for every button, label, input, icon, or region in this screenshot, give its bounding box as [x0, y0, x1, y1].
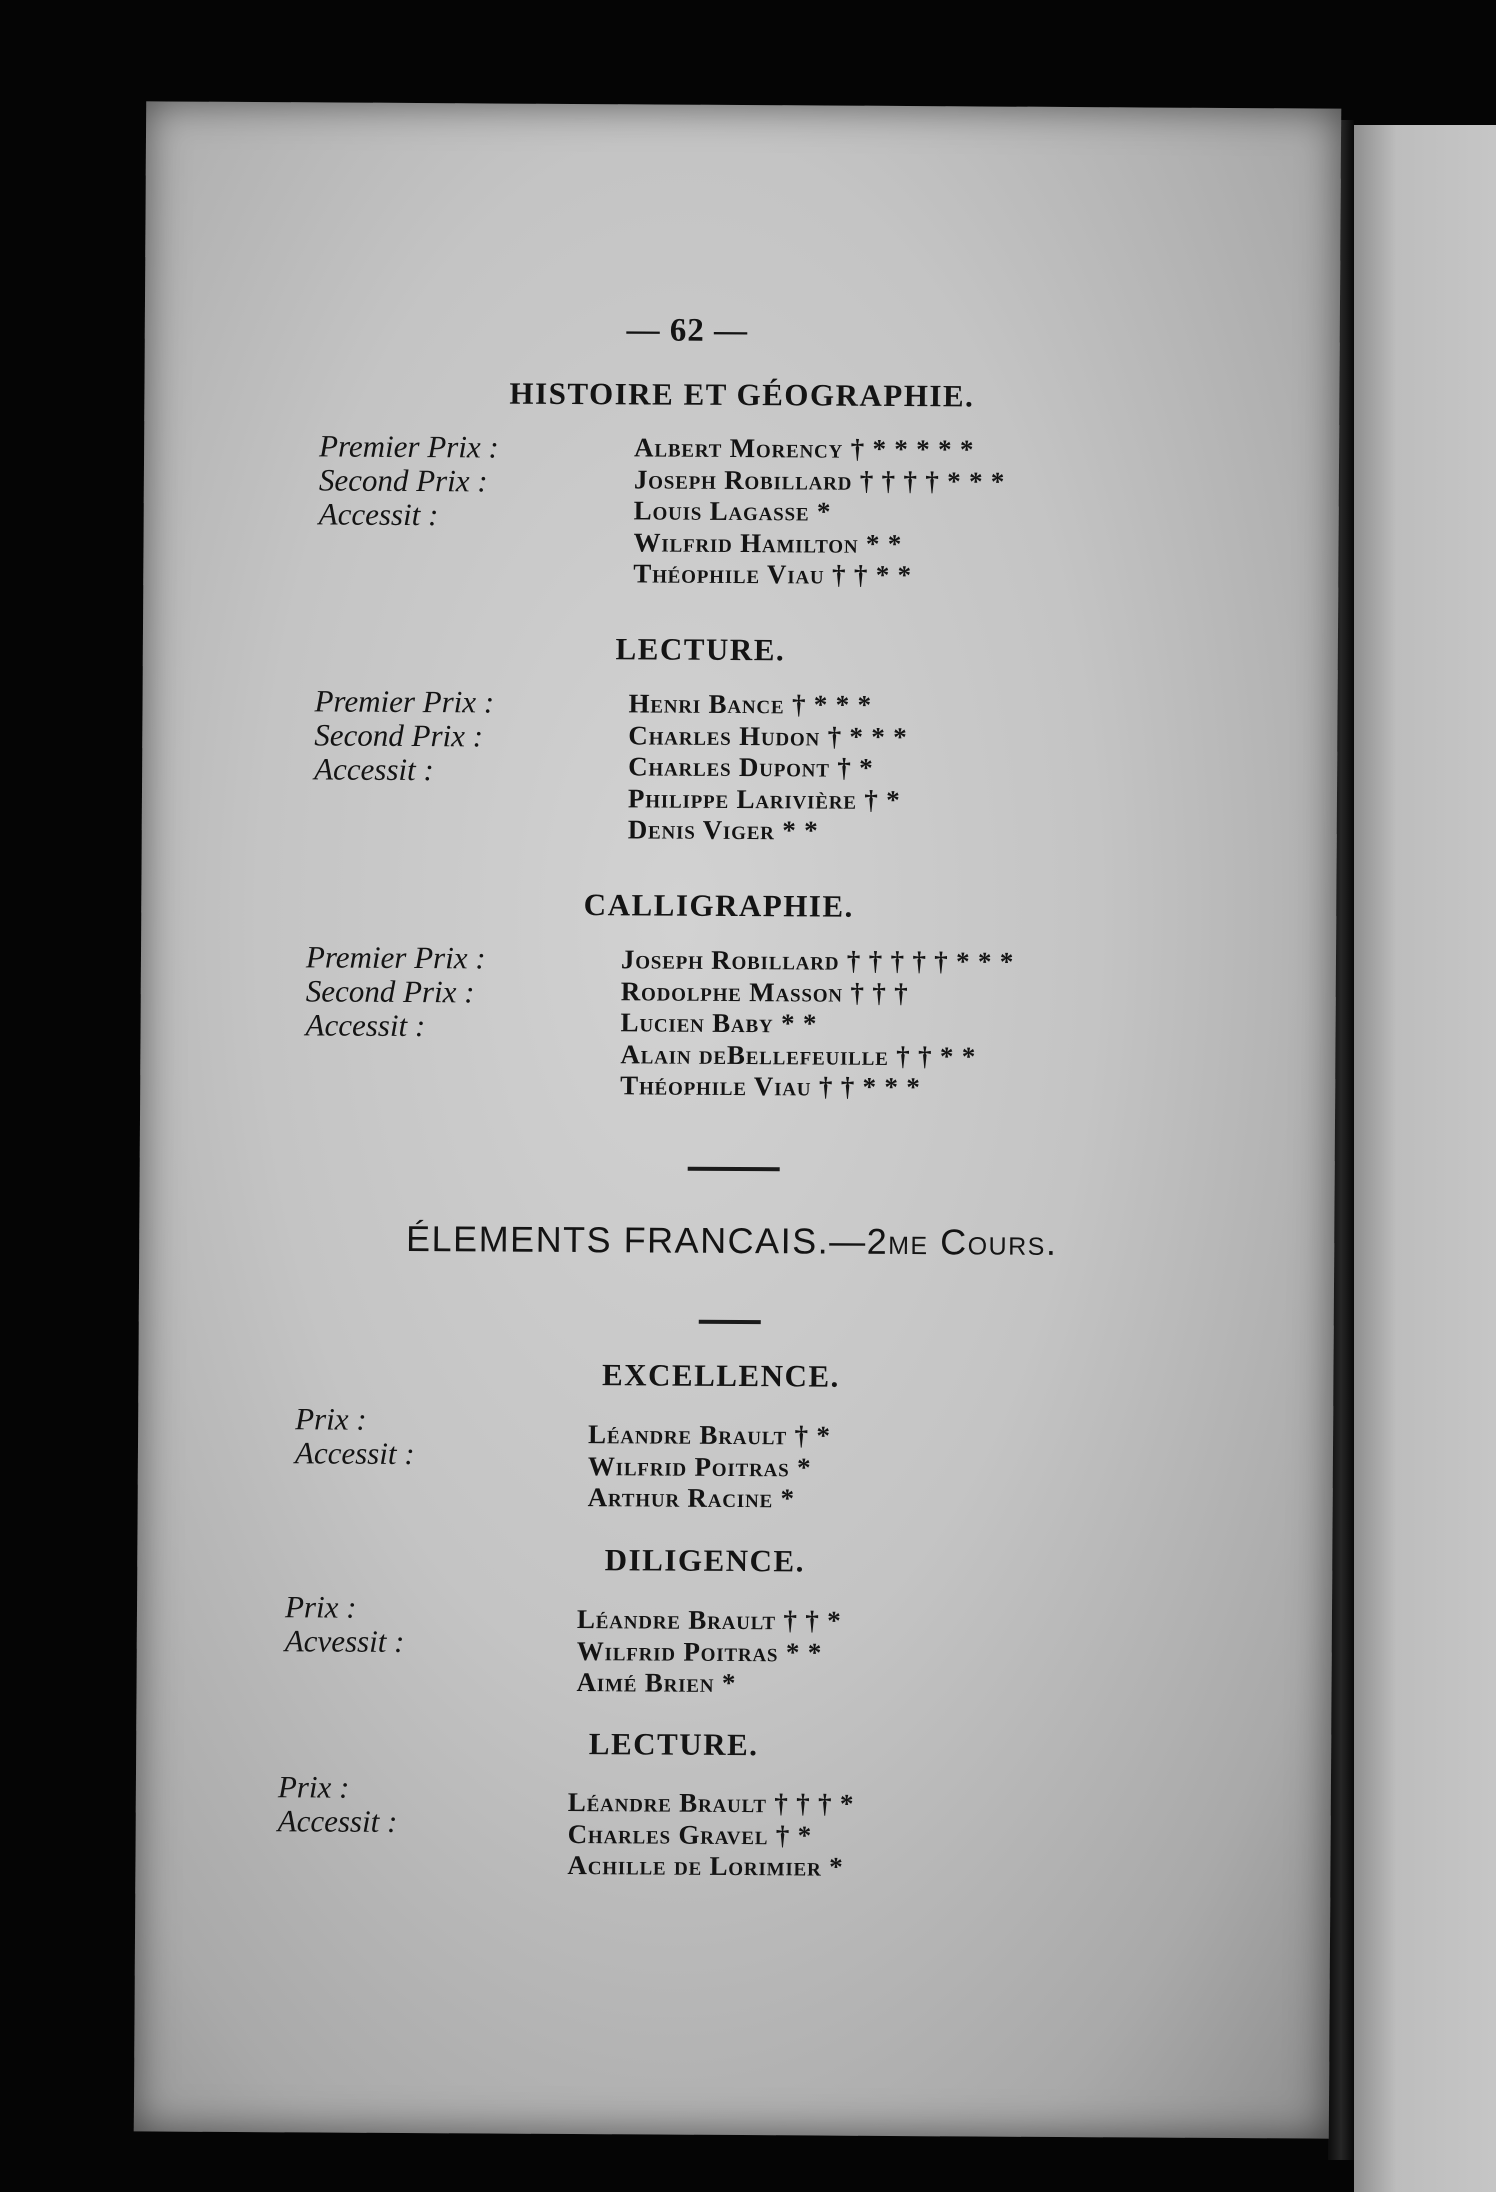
divider	[688, 1167, 780, 1172]
labels-diligence	[285, 1590, 405, 1659]
section-title-lecture: LECTURE.	[615, 631, 786, 668]
label-second-prix: Second Prix :	[318, 462, 488, 499]
list-item: Henri Bance † * * *	[628, 688, 872, 720]
list-item: Léandre Brault † *	[587, 1419, 831, 1451]
list-item: Denis Viger * *	[627, 814, 819, 846]
labels-lecture	[314, 684, 494, 787]
list-item: Wilfrid Hamilton * *	[633, 526, 903, 559]
list-item: Aimé Brien *	[576, 1667, 737, 1699]
label-accessit: Acvessit :	[284, 1623, 405, 1659]
page-number: — 62 —	[626, 312, 749, 350]
list-item: Joseph Robillard † † † † * * *	[633, 463, 1006, 497]
list-item: Joseph Robillard † † † † † * * *	[620, 944, 1015, 977]
list-item: Charles Hudon † * * *	[628, 719, 908, 752]
book-page	[134, 101, 1341, 2138]
list-item: Léandre Brault † † † *	[567, 1786, 855, 1819]
label-premier-prix: Premier Prix :	[319, 428, 499, 465]
list-item: Wilfrid Poitras * *	[576, 1635, 823, 1668]
list-item: Charles Gravel † *	[567, 1818, 813, 1850]
names-lecture	[628, 688, 908, 847]
section-title-calligraphie: CALLIGRAPHIE.	[583, 887, 854, 924]
names-histoire	[633, 432, 1005, 592]
list-item: Léandre Brault † † *	[576, 1604, 842, 1636]
label-accessit: Accessit :	[305, 1007, 426, 1044]
list-item: Albert Morency † * * * * *	[634, 432, 975, 465]
list-item: Rodolphe Masson † † †	[620, 975, 909, 1008]
names-excellence	[588, 1419, 831, 1515]
label-prix: Prix :	[284, 1589, 357, 1625]
label-prix: Prix :	[277, 1769, 350, 1805]
label-accessit: Accessit :	[314, 751, 434, 788]
section-title-excellence: EXCELLENCE.	[601, 1357, 840, 1394]
labels-calligraphie	[305, 940, 485, 1043]
labels-excellence	[295, 1402, 415, 1471]
label-second-prix: Second Prix :	[305, 973, 475, 1010]
names-calligraphie	[620, 944, 1014, 1104]
section-title-diligence: DILIGENCE.	[604, 1542, 806, 1579]
list-item: Alain deBellefeuille † † * *	[620, 1038, 977, 1071]
list-item: Philippe Larivière † *	[627, 782, 901, 815]
list-item: Lucien Baby * *	[620, 1007, 818, 1039]
list-item: Théophile Viau † † * *	[633, 558, 912, 591]
label-accessit: Accessit :	[277, 1803, 398, 1839]
label-second-prix: Second Prix :	[314, 717, 484, 754]
list-item: Charles Dupont † *	[628, 751, 874, 783]
names-diligence	[576, 1604, 841, 1700]
label-accessit: Accessit :	[294, 1435, 415, 1472]
divider	[699, 1320, 761, 1324]
list-item: Louis Lagasse *	[633, 495, 832, 527]
label-prix: Prix :	[295, 1401, 367, 1437]
label-premier-prix: Premier Prix :	[314, 683, 495, 720]
label-accessit: Accessit :	[318, 496, 439, 533]
names-lecture-2	[567, 1787, 854, 1883]
labels-histoire	[319, 429, 499, 532]
labels-lecture-2	[278, 1770, 398, 1839]
list-item: Théophile Viau † † * * *	[620, 1070, 921, 1103]
list-item: Arthur Racine *	[587, 1482, 795, 1514]
facing-page-edge	[1354, 125, 1496, 2192]
label-premier-prix: Premier Prix :	[305, 939, 486, 976]
list-item: Achille de Lorimier *	[567, 1849, 844, 1882]
course-title: ÉLEMENTS FRANCAIS.—2me Cours.	[405, 1217, 1058, 1263]
section-title-lecture-2: LECTURE.	[588, 1726, 759, 1763]
section-title-histoire: HISTOIRE ET GÉOGRAPHIE.	[509, 375, 975, 414]
list-item: Wilfrid Poitras *	[587, 1450, 812, 1482]
